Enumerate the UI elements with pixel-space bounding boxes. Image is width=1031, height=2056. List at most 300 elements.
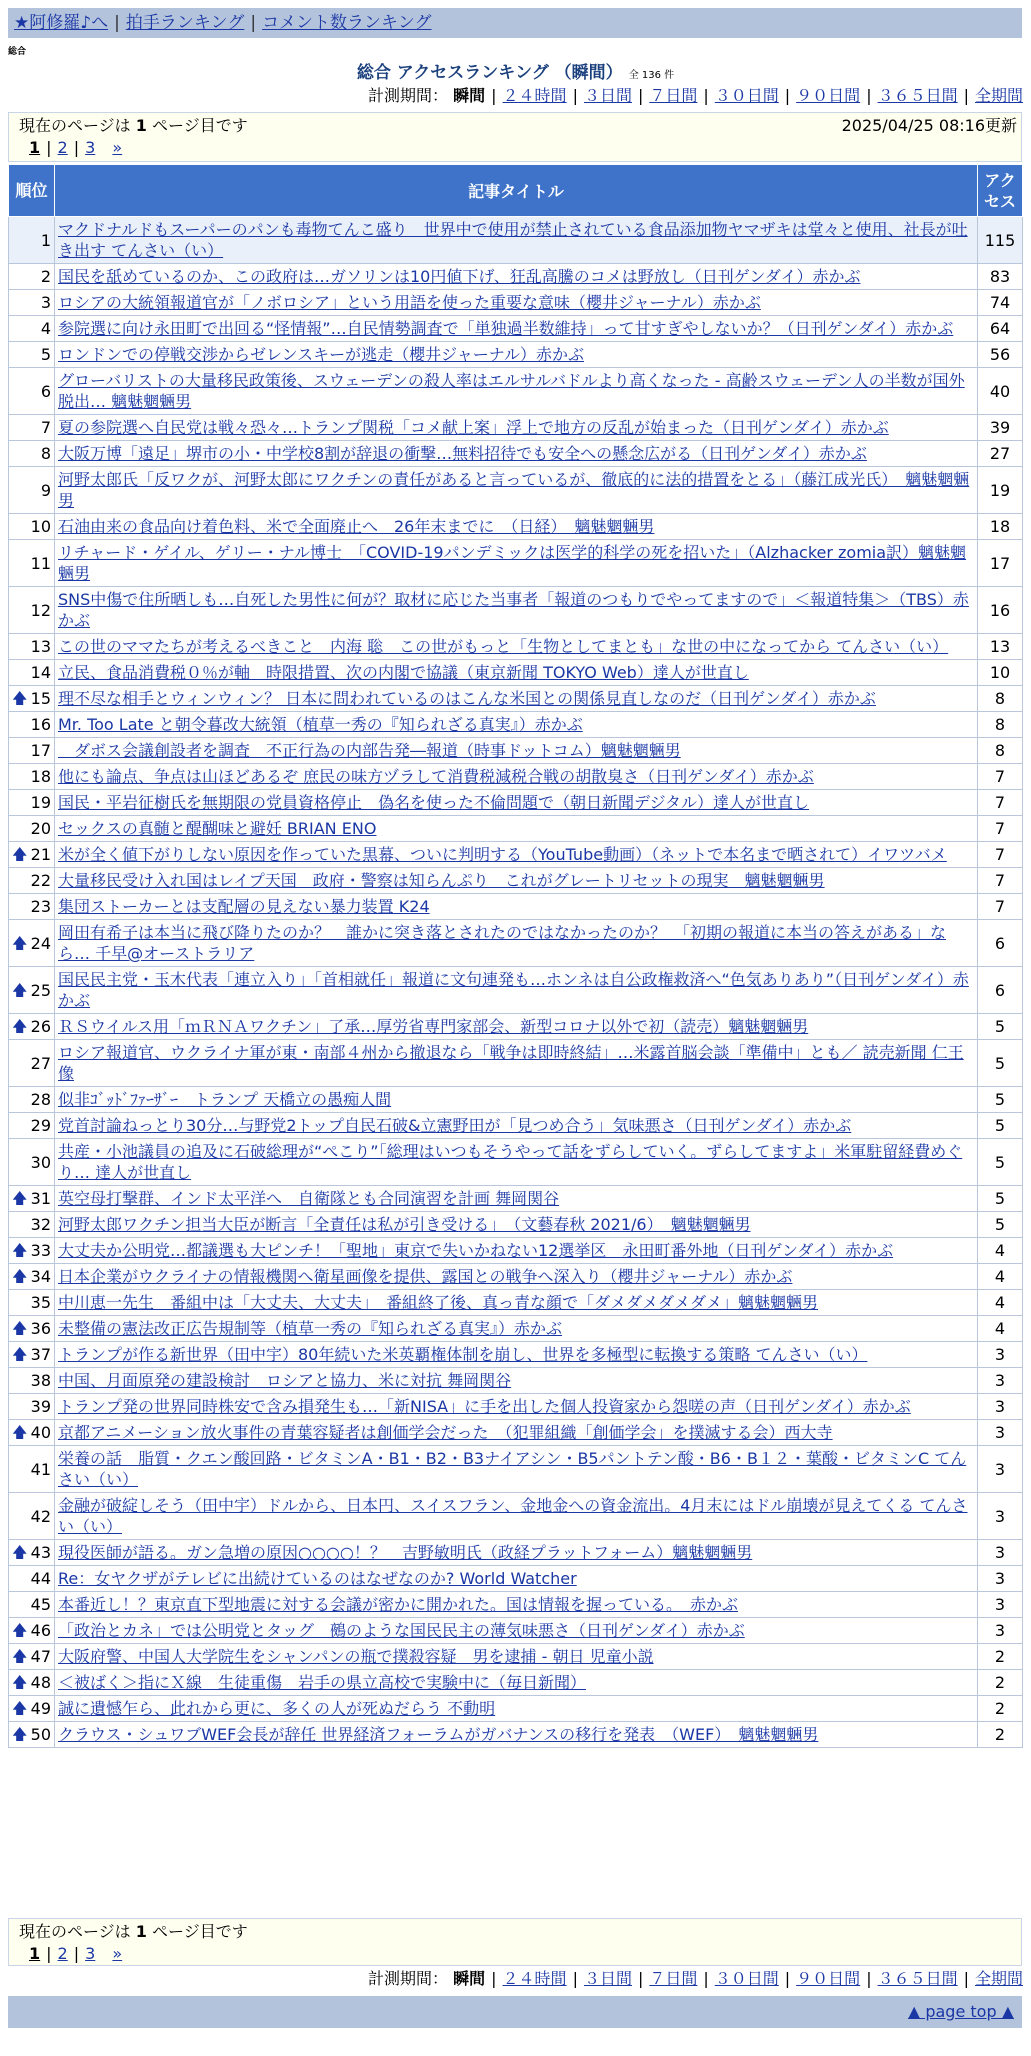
period-link-90d[interactable]: ９０日間: [796, 1969, 861, 1988]
rank-number: 21: [30, 845, 51, 864]
title-cell: [55, 712, 978, 738]
rank-number: 23: [30, 897, 51, 916]
rank-number: 20: [30, 819, 51, 838]
access-count: 2: [978, 1670, 1023, 1696]
up-arrow-icon: 🡅: [12, 1673, 28, 1691]
article-title-link[interactable]: 栄養の話 脂質・クエン酸回路・ビタミンA・B1・B2・B3ナイアシン・B5パントテン酸・B6・B１２・葉酸・ビタミンC てんさい（い）: [58, 1449, 967, 1489]
pager-bottom: 1 | 2 | 3 »: [29, 1944, 123, 1963]
article-title-link[interactable]: 国民を舐めているのか、この政府は…ガソリンは10円値下げ、狂乱高騰のコメは野放し（日刊ゲンダイ）赤かぶ: [58, 267, 861, 286]
rank-cell: [9, 587, 55, 634]
table-row: [9, 587, 1023, 634]
pager-next[interactable]: »: [112, 138, 123, 157]
article-title-link[interactable]: 本番近し！？東京直下型地震に対する会議が密かに開かれた。国は情報を握っている。 赤かぶ: [58, 1595, 739, 1614]
article-title-link[interactable]: SNS中傷で住所晒しも…自死した男性に何が？取材に応じた当事者「報道のつもりでやってますので」＜報道特集＞（TBS）赤かぶ: [58, 590, 969, 630]
updated-timestamp: 2025/04/25 08:16更新: [841, 116, 1017, 135]
title-cell: [55, 1316, 978, 1342]
access-count: 7: [978, 764, 1023, 790]
period-label: 計測期間：: [368, 86, 449, 105]
title-cell: [55, 587, 978, 634]
title-cell: [55, 290, 978, 316]
rank-cell: [9, 1670, 55, 1696]
table-row: [9, 894, 1023, 920]
table-row: [9, 1238, 1023, 1264]
nav-link-clap-ranking[interactable]: 拍手ランキング: [125, 13, 245, 33]
table-row: [9, 1670, 1023, 1696]
rank-cell: [9, 290, 55, 316]
title-cell: [55, 920, 978, 967]
up-arrow-icon: 🡅: [12, 1017, 28, 1035]
table-row: [9, 441, 1023, 467]
rank-cell: [9, 1592, 55, 1618]
nav-link-comment-ranking[interactable]: コメント数ランキング: [262, 13, 432, 33]
access-count: 7: [978, 894, 1023, 920]
table-row: [9, 920, 1023, 967]
article-title-link[interactable]: 国民・平岩征樹氏を無期限の党員資格停止 偽名を使った不倫問題で（朝日新聞デジタル）達人が世直し: [58, 793, 810, 812]
nav-separator: |: [250, 13, 257, 33]
pager-current: 1: [29, 1944, 41, 1963]
article-title-link[interactable]: ＲＳウイルス用「ｍＲＮＡワクチン」了承…厚労省専門家部会、新型コロナ以外で初（読売）魑魅魍魎男: [58, 1017, 809, 1036]
title-cell: [55, 1212, 978, 1238]
period-link-30d[interactable]: ３０日間: [714, 1969, 779, 1988]
access-count: 3: [978, 1592, 1023, 1618]
access-count: 16: [978, 587, 1023, 634]
rank-cell: [9, 738, 55, 764]
access-count: 39: [978, 415, 1023, 441]
table-row: [9, 514, 1023, 540]
title-cell: [55, 1618, 978, 1644]
rank-number: 42: [30, 1506, 51, 1526]
period-link-all[interactable]: 全期間: [974, 1969, 1023, 1988]
table-row: [9, 1420, 1023, 1446]
up-arrow-icon: 🡅: [12, 1699, 28, 1717]
article-title-link[interactable]: 大量移民受け入れ国はレイプ天国 政府・警察は知らんぷり これがグレートリセットの現実 魑魅魍魎男: [58, 871, 825, 890]
article-title-link[interactable]: 河野太郎ワクチン担当大臣が断言「全責任は私が引き受ける」 （文藝春秋 2021/6） 魑魅魍魎男: [58, 1215, 751, 1234]
table-row: [9, 1644, 1023, 1670]
table-row: [9, 686, 1023, 712]
title-cell: [55, 1540, 978, 1566]
rank-cell: [9, 1014, 55, 1040]
title-cell: [55, 1139, 978, 1186]
article-title-link[interactable]: 英空母打撃群、インド太平洋へ 自衛隊とも合同演習を計画 舞岡関谷: [58, 1189, 560, 1208]
rank-number: 30: [30, 1152, 51, 1172]
access-count: 40: [978, 368, 1023, 415]
rank-number: 37: [30, 1345, 51, 1364]
pager-link-2[interactable]: 2: [57, 138, 68, 157]
rank-number: 39: [30, 1397, 51, 1416]
table-row: [9, 368, 1023, 415]
period-link-7d[interactable]: ７日間: [649, 1969, 698, 1988]
rank-cell: [9, 1540, 55, 1566]
table-row: [9, 1446, 1023, 1493]
title-cell: [55, 540, 978, 587]
article-title-link[interactable]: 京都アニメーション放火事件の青葉容疑者は創価学会だった （犯罪組織「創価学会」を撲滅する会）西大寺: [58, 1423, 833, 1442]
article-title-link[interactable]: 理不尽な相手とウィンウィン？ 日本に問われているのはこんな米国との関係見直しなのだ（日刊ゲンダイ）赤かぶ: [58, 689, 876, 708]
table-row: [9, 1139, 1023, 1186]
title-cell: [55, 1342, 978, 1368]
page-title: 総合 アクセスランキング （瞬間）: [356, 63, 623, 83]
rank-number: 29: [30, 1116, 51, 1135]
page-info-bottom: [8, 1918, 1022, 1966]
access-count: 5: [978, 1186, 1023, 1212]
article-title-link[interactable]: Re：女ヤクザがテレビに出続けているのはなぜなのか? World Watcher: [58, 1569, 577, 1588]
article-title-link[interactable]: 誠に遺憾乍ら、此れから更に、多くの人が死ぬだらう 不動明: [58, 1699, 496, 1718]
title-cell: [55, 514, 978, 540]
pager-link-3[interactable]: 3: [85, 138, 96, 157]
table-row: [9, 1342, 1023, 1368]
rank-cell: [9, 1368, 55, 1394]
rank-cell: [9, 1238, 55, 1264]
article-title-link[interactable]: 国民民主党・玉木代表「連立入り」「首相就任」報道に文句連発も…ホンネは自公政権救済へ“色気ありあり”（日刊ゲンダイ）赤かぶ: [58, 970, 969, 1010]
table-row: [9, 842, 1023, 868]
title-cell: [55, 1722, 978, 1748]
title-cell: [55, 368, 978, 415]
rank-number: 1: [40, 230, 51, 250]
article-title-link[interactable]: 現役医師が語る。ガン急増の原因○○○○！？ 吉野敏明氏（政経プラットフォーム）魑魅魍魎男: [58, 1543, 753, 1562]
period-link-all[interactable]: 全期間: [974, 86, 1023, 105]
title-cell: [55, 1394, 978, 1420]
header-title: 記事タイトル: [55, 165, 978, 217]
access-count: 6: [978, 967, 1023, 1014]
rank-number: 7: [40, 418, 51, 437]
article-title-link[interactable]: 石油由来の食品向け着色料、米で全面廃止へ 26年末までに （日経） 魑魅魍魎男: [58, 517, 655, 536]
article-title-link[interactable]: 大丈夫か公明党…都議選も大ピンチ！「聖地」東京で失いかねない12選挙区 永田町番外地（日刊ゲンダイ）赤かぶ: [58, 1241, 894, 1260]
article-title-link[interactable]: 似非ｺﾞｯﾄﾞﾌｧｰｻﾞｰ トランプ 天橋立の愚痴人間: [58, 1090, 392, 1109]
rank-cell: [9, 660, 55, 686]
rank-number: 41: [30, 1459, 51, 1479]
bottom-bar: [8, 1996, 1022, 2028]
page-status-bottom: 現在のページは 1 ページ目です: [19, 1922, 248, 1941]
title-cell: [55, 1014, 978, 1040]
title-cell: [55, 467, 978, 514]
table-row: [9, 1040, 1023, 1087]
article-title-link[interactable]: 共産・小池議員の追及に石破総理が“ぺこり”「総理はいつもそうやって話をずらしていく。ずらしてますよ」米軍駐留経費めぐり… 達人が世直し: [58, 1142, 963, 1182]
table-row: [9, 1618, 1023, 1644]
period-link-3d[interactable]: ３日間: [583, 86, 632, 105]
article-title-link[interactable]: 大阪府警、中国人大学院生をシャンパンの瓶で撲殺容疑 男を逮捕 - 朝日 児童小説: [58, 1647, 654, 1666]
access-count: 13: [978, 634, 1023, 660]
table-row: [9, 290, 1023, 316]
access-count: 5: [978, 1040, 1023, 1087]
rank-cell: [9, 1264, 55, 1290]
rank-number: 40: [30, 1423, 51, 1442]
title-cell: [55, 1186, 978, 1212]
access-count: 5: [978, 1087, 1023, 1113]
rank-cell: [9, 1290, 55, 1316]
access-count: 3: [978, 1342, 1023, 1368]
access-count: 74: [978, 290, 1023, 316]
article-title-link[interactable]: 立民、食品消費税０％が軸 時限措置、次の内閣で協議（東京新聞 TOKYO Web）達人が世直し: [58, 663, 749, 682]
rank-cell: [9, 316, 55, 342]
access-count: 3: [978, 1446, 1023, 1493]
rank-number: 46: [30, 1621, 51, 1640]
title-cell: [55, 816, 978, 842]
top-nav-bar: [8, 8, 1022, 38]
rank-number: 16: [30, 715, 51, 734]
rank-cell: [9, 1113, 55, 1139]
table-row: [9, 1316, 1023, 1342]
table-row: [9, 415, 1023, 441]
title-cell: [55, 738, 978, 764]
rank-number: 24: [30, 933, 51, 953]
rank-cell: [9, 634, 55, 660]
table-row: [9, 1087, 1023, 1113]
article-title-link[interactable]: 河野太郎氏「反ワクが、河野太郎にワクチンの責任があると言っているが、徹底的に法的措置をとる」（藤江成光氏） 魑魅魍魎男: [58, 470, 970, 510]
up-arrow-icon: 🡅: [12, 980, 28, 999]
rank-number: 4: [40, 319, 51, 338]
access-count: 3: [978, 1618, 1023, 1644]
access-count: 2: [978, 1722, 1023, 1748]
rank-number: 6: [40, 381, 51, 401]
article-title-link[interactable]: ＜被ばく＞指にＸ線 生徒重傷 岩手の県立高校で実験中に（毎日新聞）: [58, 1673, 587, 1692]
rank-cell: [9, 1493, 55, 1540]
rank-number: 17: [30, 741, 51, 760]
article-title-link[interactable]: 他にも論点、争点は山ほどあるぞ 庶民の味方ヅラして消費税減税合戦の胡散臭さ（日刊ゲンダイ）赤かぶ: [58, 767, 814, 786]
article-title-link[interactable]: リチャード・ゲイル、ゲリー・ナル博士 「COVID-19パンデミックは医学的科学の死を招いた」（Alzhacker zomia訳）魑魅魍魎男: [58, 543, 967, 583]
rank-number: 44: [30, 1569, 51, 1588]
up-arrow-icon: 🡅: [12, 1267, 28, 1285]
access-count: 3: [978, 1394, 1023, 1420]
access-count: 7: [978, 790, 1023, 816]
rank-number: 2: [40, 267, 51, 286]
article-title-link[interactable]: 金融が破綻しそう（田中宇）ドルから、日本円、スイスフラン、金地金への資金流出。4月末にはドル崩壊が見えてくる てんさい（い）: [58, 1496, 968, 1536]
item-count: 全 136 件: [628, 70, 675, 81]
access-count: 8: [978, 712, 1023, 738]
title-cell: [55, 842, 978, 868]
table-row: [9, 1566, 1023, 1592]
table-row: [9, 764, 1023, 790]
article-title-link[interactable]: 参院選に向け永田町で出回る“怪情報”…自民情勢調査で「単独過半数維持」って甘すぎやしないか？（日刊ゲンダイ）赤かぶ: [58, 319, 954, 338]
article-title-link[interactable]: 中川恵一先生 番組中は「大丈夫、大丈夫」 番組終了後、真っ青な顔で「ダメダメダメダメ」魑魅魍魎男: [58, 1293, 819, 1312]
rank-cell: [9, 816, 55, 842]
up-arrow-icon: 🡅: [12, 689, 28, 707]
header-access: アクセス: [978, 165, 1023, 217]
rank-number: 48: [30, 1673, 51, 1692]
rank-cell: [9, 1696, 55, 1722]
up-arrow-icon: 🡅: [12, 1647, 28, 1665]
article-title-link[interactable]: 党首討論ねっとり30分…与野党2トップ自民石破&立憲野田が「見つめ合う」気味悪さ（日刊ゲンダイ）赤かぶ: [58, 1116, 852, 1135]
rank-cell: [9, 1566, 55, 1592]
rank-number: 47: [30, 1647, 51, 1666]
up-arrow-icon: 🡅: [12, 1345, 28, 1363]
rank-cell: [9, 1316, 55, 1342]
access-count: 2: [978, 1644, 1023, 1670]
rank-cell: [9, 1212, 55, 1238]
pager-current: 1: [29, 138, 41, 157]
table-row: [9, 738, 1023, 764]
rank-cell: [9, 467, 55, 514]
table-row: [9, 790, 1023, 816]
access-count: 83: [978, 264, 1023, 290]
rank-number: 45: [30, 1595, 51, 1614]
title-cell: [55, 1446, 978, 1493]
table-row: [9, 1493, 1023, 1540]
title-cell: [55, 1368, 978, 1394]
table-row: [9, 868, 1023, 894]
article-title-link[interactable]: グローバリストの大量移民政策後、スウェーデンの殺人率はエルサルバドルより高くなった - 高齢スウェーデン人の半数が国外脱出… 魑魅魍魎男: [58, 371, 965, 411]
period-link-90d[interactable]: ９０日間: [796, 86, 861, 105]
rank-cell: [9, 441, 55, 467]
table-row: [9, 316, 1023, 342]
access-count: 4: [978, 1264, 1023, 1290]
access-count: 3: [978, 1493, 1023, 1540]
title-cell: [55, 790, 978, 816]
table-row: [9, 816, 1023, 842]
access-count: 7: [978, 842, 1023, 868]
pager-link-2[interactable]: 2: [57, 1944, 68, 1963]
table-row: [9, 634, 1023, 660]
up-arrow-icon: 🡅: [12, 1725, 28, 1743]
table-row: [9, 1394, 1023, 1420]
title-cell: [55, 660, 978, 686]
title-cell: [55, 316, 978, 342]
article-title-link[interactable]: 集団ストーカーとは支配層の見えない暴力装置 K24: [58, 897, 430, 916]
period-current: 瞬間: [453, 1969, 486, 1988]
table-row: [9, 1540, 1023, 1566]
table-row: [9, 264, 1023, 290]
up-arrow-icon: 🡅: [12, 1241, 28, 1259]
rank-number: 10: [30, 517, 51, 536]
article-title-link[interactable]: トランプ発の世界同時株安で含み損発生も…「新NISA」に手を出した個人投資家から怨嗟の声（日刊ゲンダイ）赤かぶ: [58, 1397, 911, 1416]
article-title-link[interactable]: 岡田有希子は本当に飛び降りたのか？ 誰かに突き落とされたのではなかったのか？ 「初期の報道に本当の答えがある」なら… 千早@オーストラリア: [58, 923, 947, 963]
access-count: 2: [978, 1696, 1023, 1722]
article-title-link[interactable]: ダボス会議創設者を調査 不正行為の内部告発―報道（時事ドットコム）魑魅魍魎男: [58, 741, 681, 760]
access-count: 27: [978, 441, 1023, 467]
rank-cell: [9, 217, 55, 264]
rank-number: 43: [30, 1543, 51, 1562]
pager-next[interactable]: »: [112, 1944, 123, 1963]
period-link-365d[interactable]: ３６５日間: [877, 86, 958, 105]
table-row: [9, 1264, 1023, 1290]
table-row: [9, 1696, 1023, 1722]
table-row: [9, 467, 1023, 514]
title-cell: [55, 1696, 978, 1722]
title-cell: [55, 441, 978, 467]
article-title-link[interactable]: ロシア報道官、ウクライナ軍が東・南部４州から撤退なら「戦争は即時終結」…米露首脳会談「準備中」とも／ 読売新聞 仁王像: [58, 1043, 964, 1083]
rank-number: 5: [40, 345, 51, 364]
rank-number: 22: [30, 871, 51, 890]
article-title-link[interactable]: クラウス・シュワブWEF会長が辞任 世界経済フォーラムがガバナンスの移行を発表 （WEF） 魑魅魍魎男: [58, 1725, 819, 1744]
access-count: 19: [978, 467, 1023, 514]
table-row: [9, 1212, 1023, 1238]
rank-number: 15: [30, 689, 51, 708]
period-link-7d[interactable]: ７日間: [649, 86, 698, 105]
article-title-link[interactable]: ロンドンでの停戦交渉からゼレンスキーが逃走（櫻井ジャーナル）赤かぶ: [58, 345, 585, 364]
title-cell: [55, 264, 978, 290]
rank-cell: [9, 368, 55, 415]
access-count: 18: [978, 514, 1023, 540]
rank-cell: [9, 415, 55, 441]
article-title-link[interactable]: 「政治とカネ」では公明党とタッグ 鵺のような国民民主の薄気味悪さ（日刊ゲンダイ）赤かぶ: [58, 1621, 745, 1640]
access-count: 64: [978, 316, 1023, 342]
article-title-link[interactable]: 日本企業がウクライナの情報機関へ衛星画像を提供、露国との戦争へ深入り（櫻井ジャーナル）赤かぶ: [58, 1267, 793, 1286]
table-row: [9, 967, 1023, 1014]
table-row: [9, 712, 1023, 738]
rank-number: 31: [30, 1189, 51, 1208]
rank-number: 35: [30, 1293, 51, 1312]
article-title-link[interactable]: ロシアの大統領報道官が「ノボロシア」という用語を使った重要な意味（櫻井ジャーナル）赤かぶ: [58, 293, 761, 312]
article-title-link[interactable]: 米が全く値下がりしない原因を作っていた黒幕、ついに判明する（YouTube動画）（ネットで本名まで晒されて）イワツバメ: [58, 845, 947, 864]
access-count: 5: [978, 1113, 1023, 1139]
up-arrow-icon: 🡅: [12, 1189, 28, 1207]
rank-number: 28: [30, 1090, 51, 1109]
access-count: 5: [978, 1014, 1023, 1040]
title-cell: [55, 1566, 978, 1592]
rank-cell: [9, 920, 55, 967]
table-row: [9, 1722, 1023, 1748]
article-title-link[interactable]: 未整備の憲法改正広告規制等（植草一秀の『知られざる真実』）赤かぶ: [58, 1319, 563, 1338]
access-count: 4: [978, 1316, 1023, 1342]
up-arrow-icon: 🡅: [12, 933, 28, 952]
article-title-link[interactable]: 大阪万博「遠足」堺市の小・中学校8割が辞退の衝撃…無料招待でも安全への懸念広がる（日刊ゲンダイ）赤かぶ: [58, 444, 867, 463]
title-cell: [55, 1644, 978, 1670]
rank-cell: [9, 1618, 55, 1644]
rank-cell: [9, 1186, 55, 1212]
period-link-365d[interactable]: ３６５日間: [877, 1969, 958, 1988]
title-cell: [55, 1087, 978, 1113]
header-rank: 順位: [9, 165, 55, 217]
period-link-30d[interactable]: ３０日間: [714, 86, 779, 105]
title-cell: [55, 1238, 978, 1264]
title-cell: [55, 415, 978, 441]
title-cell: [55, 1113, 978, 1139]
title-cell: [55, 634, 978, 660]
title-cell: [55, 217, 978, 264]
page-status: 現在のページは 1 ページ目です: [19, 116, 248, 135]
rank-number: 18: [30, 767, 51, 786]
title-cell: [55, 764, 978, 790]
access-count: 5: [978, 1139, 1023, 1186]
article-title-link[interactable]: 中国、月面原発の建設検討 ロシアと協力、米に対抗 舞岡関谷: [58, 1371, 512, 1390]
pager-link-3[interactable]: 3: [85, 1944, 96, 1963]
access-count: 3: [978, 1368, 1023, 1394]
rank-cell: [9, 514, 55, 540]
period-link-3d[interactable]: ３日間: [583, 1969, 632, 1988]
period-link-24h[interactable]: ２４時間: [502, 1969, 567, 1988]
table-row: [9, 1592, 1023, 1618]
period-link-24h[interactable]: ２４時間: [502, 86, 567, 105]
title-cell: [55, 1420, 978, 1446]
title-cell: [55, 1493, 978, 1540]
article-title-link[interactable]: この世のママたちが考えるべきこと 内海 聡 この世がもっと「生物としてまとも」な世の中になってから てんさい（い）: [58, 637, 949, 656]
article-title-link[interactable]: トランプが作る新世界（田中宇）80年続いた米英覇権体制を崩し、世界を多極型に転換する策略 てんさい（い）: [58, 1345, 868, 1364]
page-top-link[interactable]: ▲ page top ▲: [907, 2002, 1014, 2021]
up-arrow-icon: 🡅: [12, 1423, 28, 1441]
article-title-link[interactable]: 夏の参院選へ自民党は戦々恐々…トランプ関税「コメ献上案」浮上で地方の反乱が始まった（日刊ゲンダイ）赤かぶ: [58, 418, 889, 437]
pager-top: 1 | 2 | 3 »: [29, 138, 123, 157]
up-arrow-icon: 🡅: [12, 1319, 28, 1337]
rank-number: 34: [30, 1267, 51, 1286]
period-current: 瞬間: [453, 86, 486, 105]
rank-number: 3: [40, 293, 51, 312]
access-count: 4: [978, 1238, 1023, 1264]
rank-cell: [9, 540, 55, 587]
title-cell: [55, 1290, 978, 1316]
rank-cell: [9, 1722, 55, 1748]
rank-cell: [9, 894, 55, 920]
rank-cell: [9, 842, 55, 868]
rank-cell: [9, 264, 55, 290]
article-title-link[interactable]: セックスの真髄と醍醐味と避妊 BRIAN ENO: [58, 819, 377, 838]
article-title-link[interactable]: マクドナルドもスーパーのパンも毒物てんこ盛り 世界中で使用が禁止されている食品添加物ヤマザキは堂々と使用、社長が吐き出す てんさい（い）: [58, 220, 968, 260]
article-title-link[interactable]: Mr. Too Late と朝令暮改大統領（植草一秀の『知られざる真実』）赤かぶ: [58, 715, 583, 734]
title-cell: [55, 1040, 978, 1087]
rank-number: 13: [30, 637, 51, 656]
nav-link-asyura[interactable]: ★阿修羅♪へ: [14, 13, 109, 33]
rank-number: 32: [30, 1215, 51, 1234]
rank-cell: [9, 686, 55, 712]
table-row: [9, 217, 1023, 264]
rank-number: 49: [30, 1699, 51, 1718]
